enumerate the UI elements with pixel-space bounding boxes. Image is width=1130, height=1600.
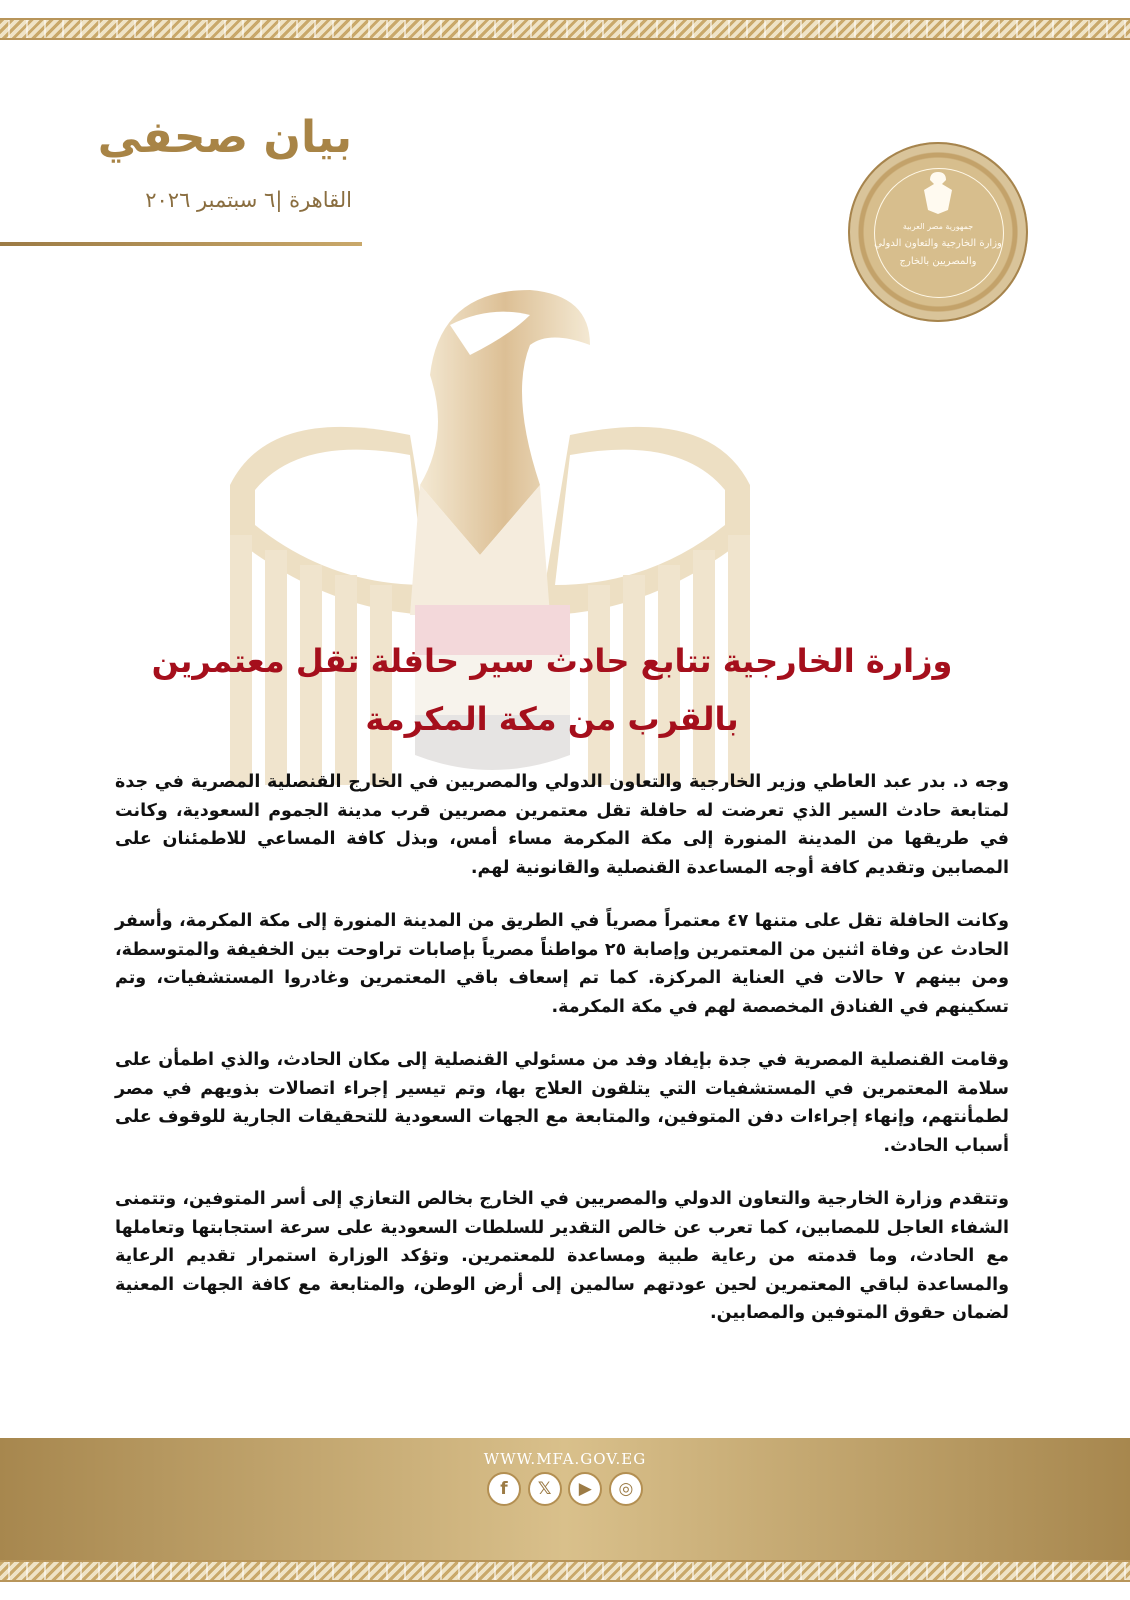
headline-line-2: بالقرب من مكة المكرمة [365,700,739,738]
seal-line-3: والمصريين بالخارج [899,256,977,267]
paragraph-3: وقامت القنصلية المصرية في جدة بإيفاد وفد من مسئولي القنصلية إلى مكان الحادث، والذي اطمأن على سلامة المعتمرين في المستشفيات التي يتلقون العلاج بها، وتم تيسير إجراء اتصالات بذويهم في مصر لطمأنتهم، وإنهاء إجراءات دفن المتوفين، والمتابعة مع الجهات السعودية للتحقيقات الجارية للوقوف على أسباب الحادث. [115,1050,1009,1156]
paragraph-2: وكانت الحافلة تقل على متنها ٤٧ معتمراً مصرياً في الطريق من المدينة المنورة إلى مكة المكرمة، وأسفر الحادث عن وفاة اثنين من المعتمرين وإصابة ٢٥ مواطناً مصرياً بإصابات تراوحت بين الخفيفة والمتوسطة، ومن بينهم ٧ حالات في العناية المركزة. كما تم إسعاف باقي المعتمرين وغادروا المستشفيات، وتم تسكينهم في الفنادق المخصصة لهم في مكة المكرمة. [115,911,1010,1017]
social-links [487,1472,643,1512]
instagram-icon[interactable]: ◎ [609,1472,643,1506]
date-line: القاهرة |٦ سبتمبر ٢٠٢٦ [145,188,352,212]
paragraph-4: وتتقدم وزارة الخارجية والتعاون الدولي والمصريين في الخارج بخالص التعازي إلى أسر المتوفين، وتتمنى الشفاء العاجل للمصابين، كما تعرب عن خالص التقدير للسلطات السعودية على سرعة استجابتها وتعاملها مع الحادث، وما قدمته من رعاية طبية ومساعدة للمعتمرين. وتؤكد الوزارة استمرار تقديم الرعاية والمساعدة لباقي المعتمرين لحين عودتهم سالمين إلى أرض الوطن، والمتابعة مع كافة الجهات المعنية لضمان حقوق المتوفين والمصابين. [115,1189,1009,1323]
youtube-icon[interactable]: ▶ [568,1472,602,1506]
website-link[interactable]: WWW.MFA.GOV.EG [483,1450,647,1468]
press-release-title: بيان صحفي [97,112,352,163]
top-ornament-border [0,18,1130,40]
article-headline [112,632,992,748]
paragraph-1: وجه د. بدر عبد العاطي وزير الخارجية والتعاون الدولي والمصريين في الخارج القنصلية المصرية في جدة لمتابعة حادث السير الذي تعرضت له حافلة تقل معتمرين مصريين قرب مدينة الجموم السعودية، وكانت في طريقها من المدينة المنورة إلى مكة المكرمة مساء أمس، وبذل كافة المساعي للاطمئنان على المصابين وتقديم كافة أوجه المساعدة القنصلية والقانونية لهم. [115,772,1009,878]
ministry-seal [848,142,1028,322]
bottom-ornament-border [0,1560,1130,1582]
facebook-icon[interactable]: f [487,1472,521,1506]
article-body [115,768,1009,1353]
seal-line-2: وزارة الخارجية والتعاون الدولي [874,238,1002,249]
header-divider [0,242,362,246]
seal-line-1: جمهورية مصر العربية [902,222,974,231]
headline-line-1: وزارة الخارجية تتابع حادث سير حافلة تقل معتمرين [151,642,953,680]
eagle-emblem-icon [918,170,958,216]
x-icon[interactable]: 𝕏 [528,1472,562,1506]
